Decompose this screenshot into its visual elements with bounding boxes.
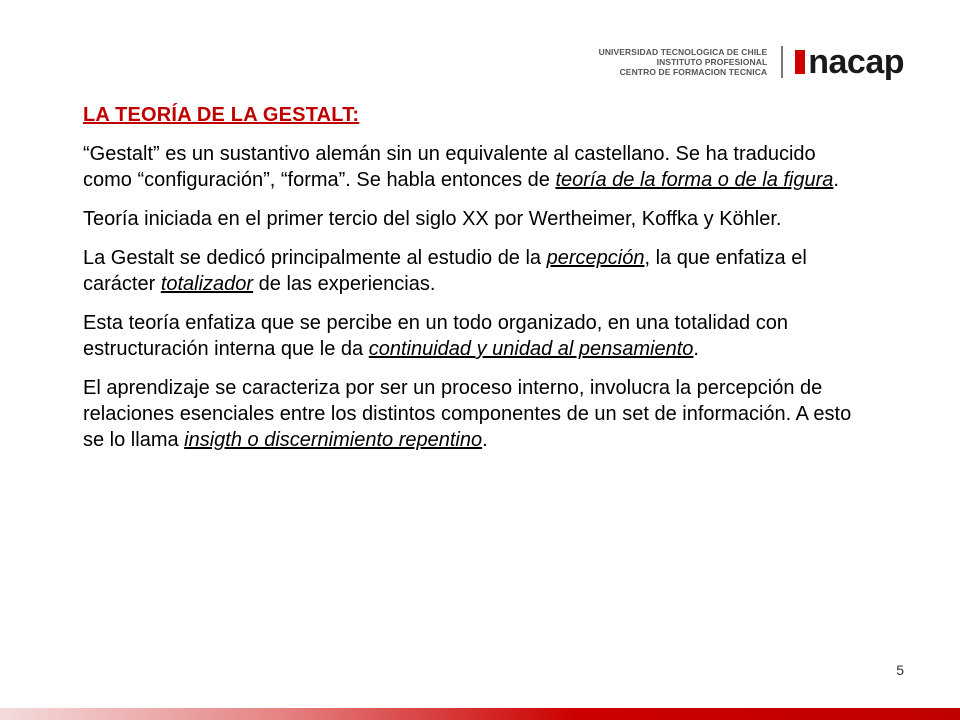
text-span: . — [833, 169, 839, 191]
text-span: “Gestalt” es un sustantivo alemán sin un equivalente al castellano. Se ha traducido como “configuración”, “forma”. Se habla entonces de — [83, 143, 816, 191]
emphasis-text: totalizador — [160, 273, 254, 295]
page-number: 5 — [896, 662, 904, 678]
logo-divider — [781, 46, 783, 78]
brand-mark-icon — [795, 50, 805, 74]
text-span: de las experiencias. — [253, 273, 436, 295]
text-span: . — [693, 338, 699, 360]
paragraph-definition — [83, 141, 863, 193]
text-span: Esta teoría enfatiza que se percibe en un todo organizado, en una totalidad con estructuración interna que le da — [83, 312, 788, 360]
institution-text — [599, 47, 768, 77]
text-span: El aprendizaje se caracteriza por ser un proceso interno, involucra la percepción de relaciones esenciales entre los distintos componentes de un set de información. A esto se lo llama — [83, 377, 852, 451]
brand-wordmark — [795, 45, 904, 79]
text-span: . — [482, 429, 488, 451]
paragraph-learning — [83, 375, 863, 453]
institution-line-3: CENTRO DE FORMACION TECNICA — [619, 67, 768, 77]
text-span: La Gestalt se dedicó principalmente al estudio de la — [83, 247, 547, 269]
bottom-accent-bar — [0, 708, 960, 720]
paragraph-origin: Teoría iniciada en el primer tercio del siglo XX por Wertheimer, Koffka y Köhler. — [83, 208, 782, 230]
text-span: , la que enfatiza el carácter — [83, 247, 807, 295]
institution-line-1: UNIVERSIDAD TECNOLOGICA DE CHILE — [598, 47, 768, 57]
slide-title: LA TEORÍA DE LA GESTALT: — [83, 104, 360, 126]
institution-line-2: INSTITUTO PROFESIONAL — [656, 57, 768, 67]
paragraph-totality — [83, 310, 863, 362]
slide-content — [83, 104, 863, 466]
brand-text: nacap — [808, 43, 904, 81]
emphasis-text: teoría de la forma o de la figura — [555, 169, 834, 191]
paragraph-perception — [83, 245, 863, 297]
emphasis-text: percepción — [546, 247, 645, 269]
inacap-logo — [599, 42, 904, 82]
emphasis-text: continuidad y unidad al pensamiento — [368, 338, 694, 360]
emphasis-text: insigth o discernimiento repentino — [184, 429, 483, 451]
